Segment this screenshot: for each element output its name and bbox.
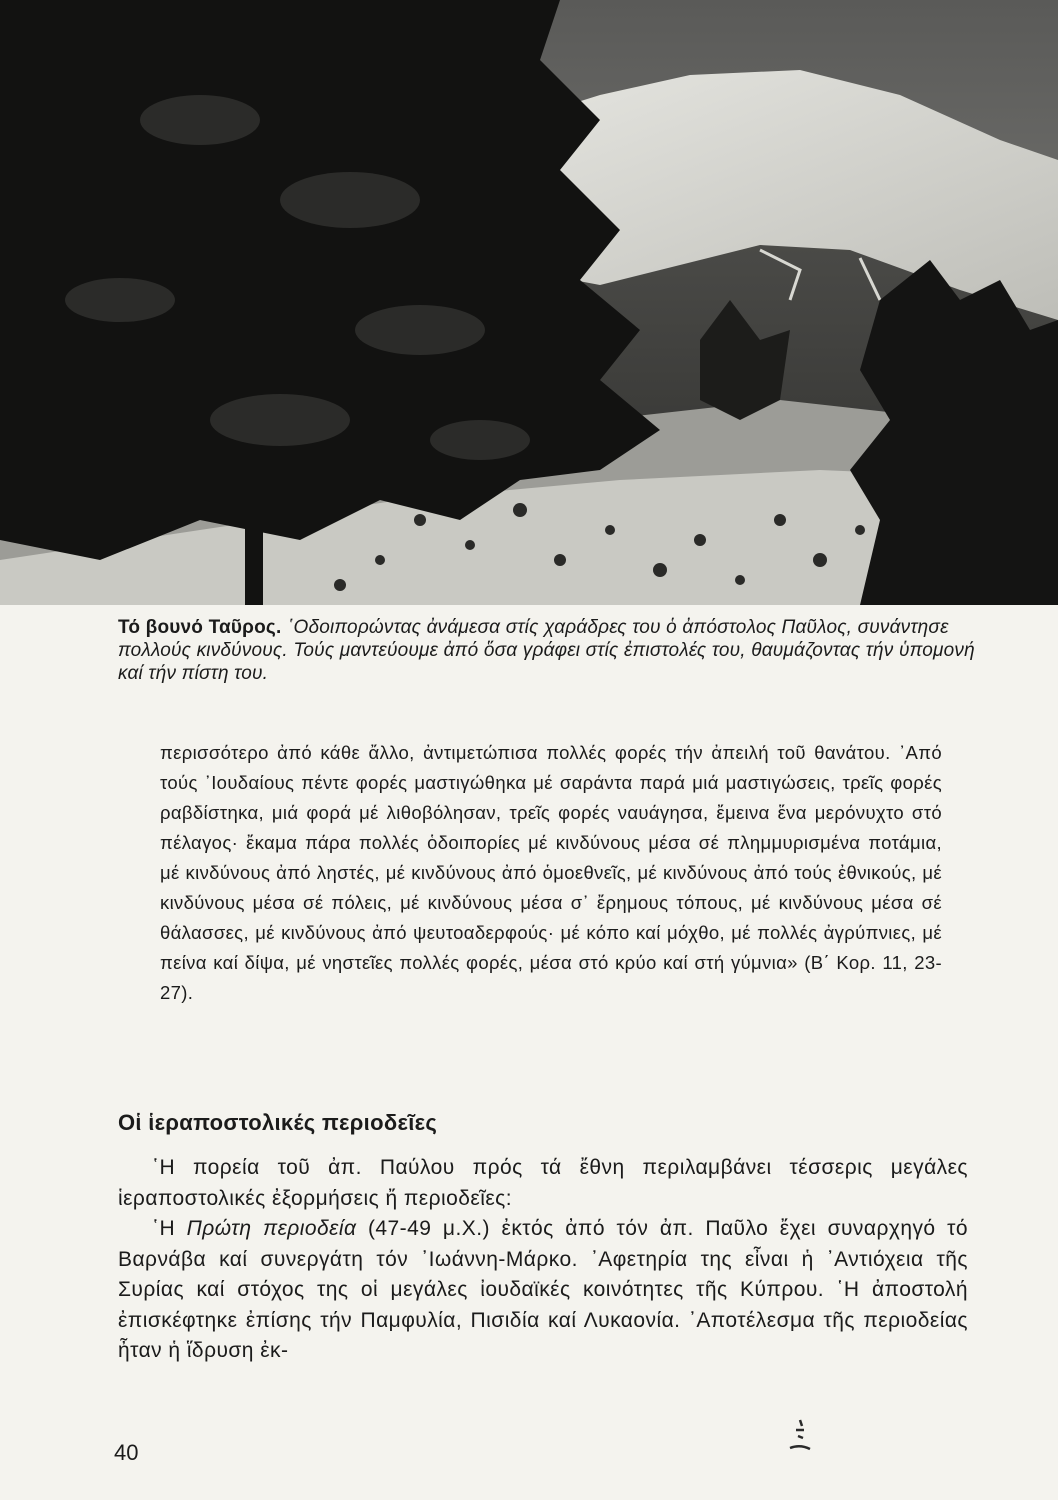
mountain-photo: [0, 0, 1058, 605]
body-text: [118, 1153, 968, 1367]
first-journey-term: Πρώτη περιοδεία: [186, 1217, 357, 1240]
section-heading: Οἱ ἱεραποστολικές περιοδεῖες: [118, 1110, 438, 1135]
paragraph-1: ῾Η πορεία τοῦ ἀπ. Παύλου πρός τά ἔθνη περιλαμβάνει τέσσερις μεγάλες ἱεραποστολικές ἐξορμήσεις ἤ περιοδεῖες:: [118, 1156, 968, 1210]
caption-text: ῾Οδοιπορώντας ἀνάμεσα στίς χαράδρες του ὁ ἀπόστολος Παῦλος, συνάντησε πολλούς κινδύνους. Τούς μαντεύουμε ἀπό ὅσα γράφει στίς ἐπιστολές του, θαυμάζοντας τήν ὑπομονή καί τήν πίστη του.: [118, 617, 975, 684]
paragraph-2-rest: (47-49 μ.Χ.) ἐκτός ἀπό τόν ἀπ. Παῦλο ἔχει συναρχηγό τό Βαρνάβα καί συνεργάτη τόν ᾿Ιωάννη-Μάρκο. ᾿Αφετηρία της εἶναι ἡ ᾿Αντιόχεια τῆς Συρίας καί στόχος της οἱ μεγάλες ἰουδαϊκές κοινότητες τῆς Κύπρου. ῾Η ἀποστολή ἐπισκέφτηκε ἐπίσης τήν Παμφυλία, Πισιδία καί Λυκαονία. ᾿Αποτέλεσμα τῆς περιοδείας ἦταν ἡ ἵδρυση ἐκ-: [118, 1217, 968, 1362]
paragraph-2-lead: ῾Η: [152, 1217, 187, 1240]
paragraph-2: [118, 1214, 968, 1367]
caption-title: Τό βουνό Ταῦρος.: [118, 617, 282, 638]
page-number: 40: [114, 1440, 139, 1465]
mountain-photo-icon: [0, 0, 1058, 605]
ink-smudge-icon: [786, 1418, 814, 1454]
photo-caption: [118, 616, 978, 685]
scripture-quote: περισσότερο ἀπό κάθε ἄλλο, ἀντιμετώπισα πολλές φορές τήν ἀπειλή τοῦ θανάτου. ᾿Από τούς ᾿Ιουδαίους πέντε φορές μαστιγώθηκα μέ σαράντα παρά μιά μαστιγώσεις, τρεῖς φορές ραβδίστηκα, μιά φορά μέ λιθοβόλησαν, τρεῖς φορές ναυάγησα, ἔμεινα ἕνα μερόνυχτο στό πέλαγος· ἔκαμα πάρα πολλές ὁδοιπορίες μέ κινδύνους μέσα σέ πλημμυρισμένα ποτάμια, μέ κινδύνους ἀπό ληστές, μέ κινδύνους ἀπό ὁμοεθνεῖς, μέ κινδύνους ἀπό τούς ἐθνικούς, μέ κινδύνους μέσα σέ πόλεις, μέ κινδύνους μέσα σ᾿ ἔρημους τόπους, μέ κινδύνους μέσα σέ θάλασσες, μέ κινδύνους ἀπό ψευτοαδερφούς· μέ κόπο καί μόχθο, μέ πολλές ἀγρύπνιες, μέ πείνα καί δίψα, μέ νηστεῖες πολλές φορές, μέσα στό κρύο καί στή γύμνια» (Β΄ Κορ. 11, 23-27).: [160, 742, 942, 1003]
